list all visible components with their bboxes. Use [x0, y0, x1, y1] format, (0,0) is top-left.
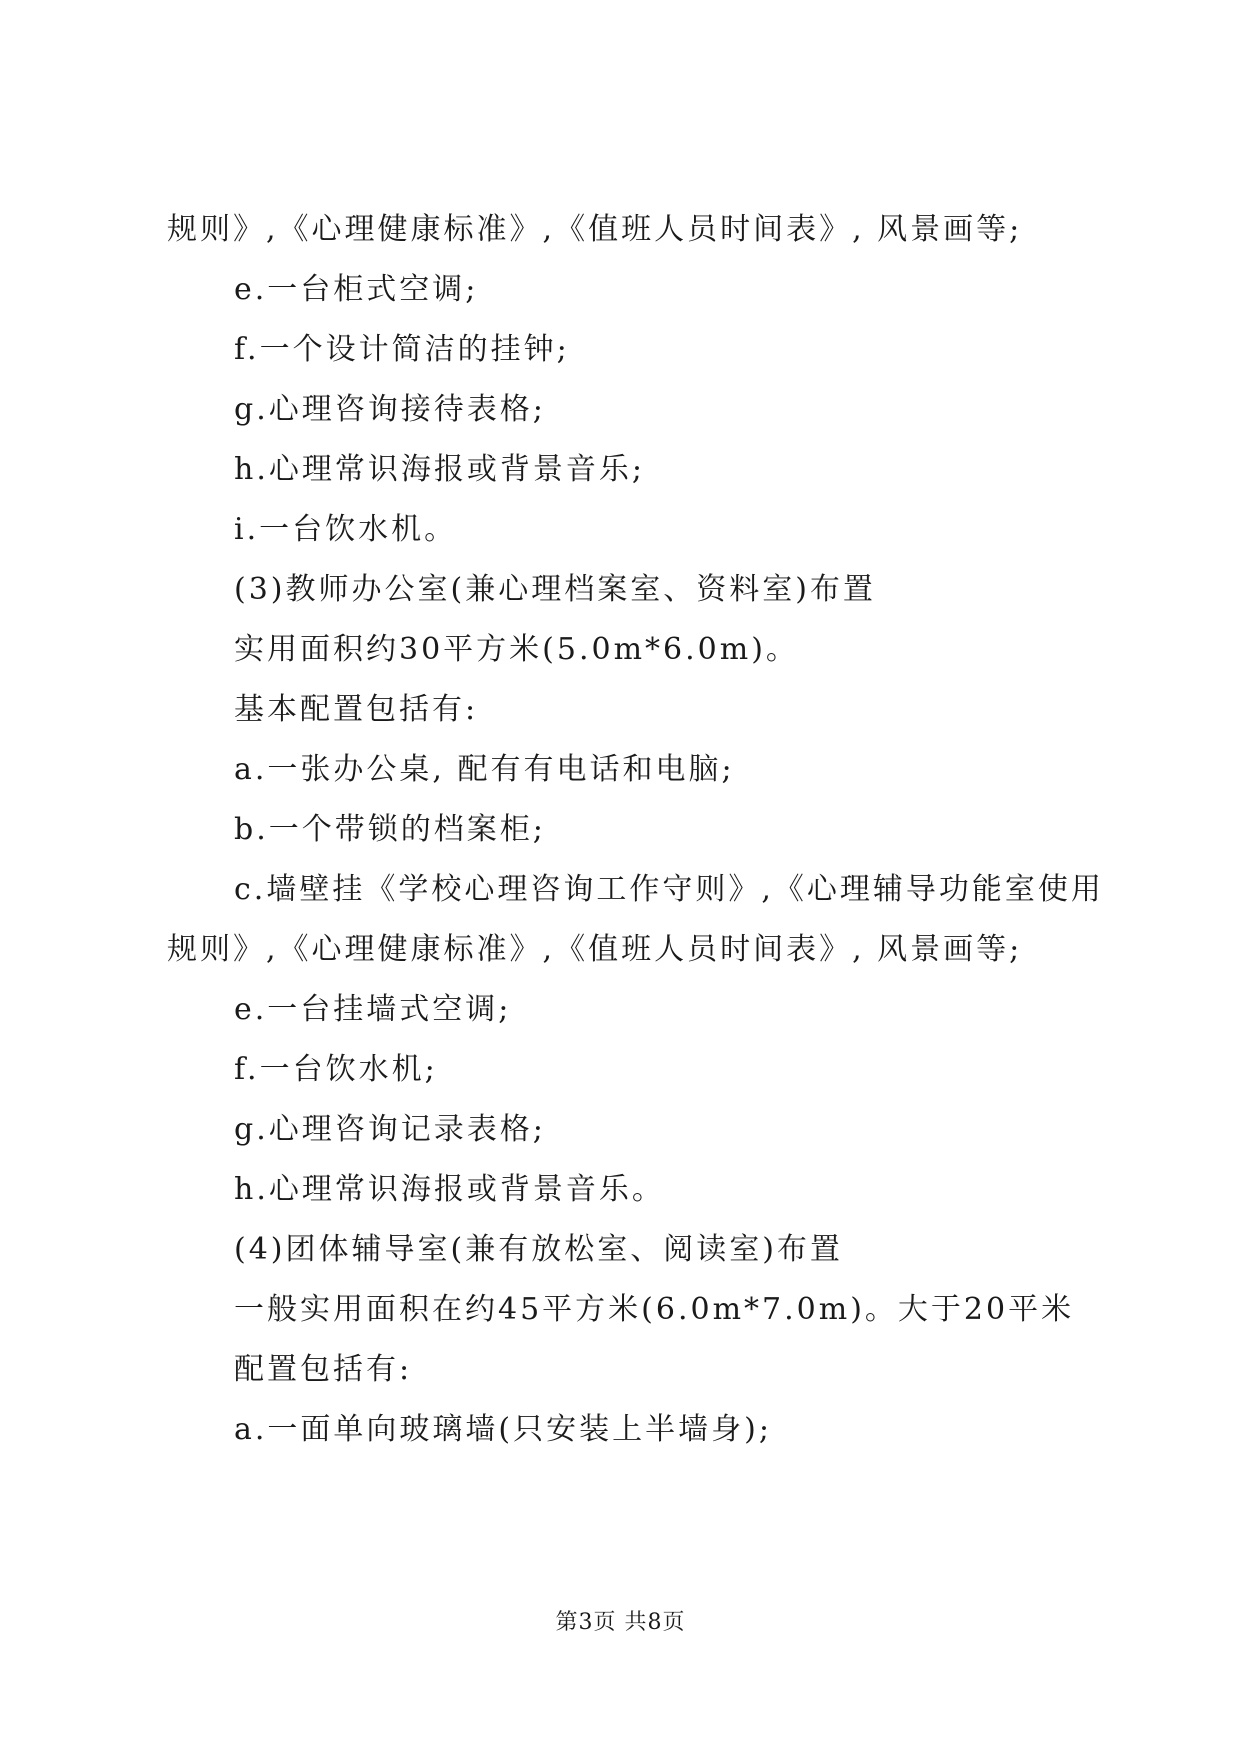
text-line: f.一台饮水机; [234, 1052, 438, 1087]
text-line: f.一个设计简洁的挂钟; [234, 332, 570, 367]
text-line: h.心理常识海报或背景音乐; [234, 452, 645, 487]
text-line: e.一台挂墙式空调; [234, 992, 512, 1027]
text-line: i.一台饮水机。 [234, 512, 458, 547]
text-line: e.一台柜式空调; [234, 272, 479, 307]
text-line: a.一面单向玻璃墙(只安装上半墙身); [234, 1412, 772, 1447]
text-line: c.墙壁挂《学校心理咨询工作守则》,《心理辅导功能室使用 [234, 872, 1104, 907]
text-line: 配置包括有: [234, 1352, 413, 1387]
text-line: g.心理咨询记录表格; [234, 1112, 546, 1147]
text-line: h.心理常识海报或背景音乐。 [234, 1172, 665, 1207]
text-line: 基本配置包括有: [234, 692, 479, 727]
text-line: 实用面积约30平方米(5.0m*6.0m)。 [234, 632, 799, 667]
page-number-footer: 第3页 共8页 [555, 1610, 686, 1635]
text-line: g.心理咨询接待表格; [234, 392, 546, 427]
text-line: 规则》,《心理健康标准》,《值班人员时间表》, 风景画等; [167, 932, 1023, 967]
text-line: b.一个带锁的档案柜; [234, 812, 546, 847]
section-heading: (4)团体辅导室(兼有放松室、阅读室)布置 [234, 1232, 843, 1267]
section-heading: (3)教师办公室(兼心理档案室、资料室)布置 [234, 572, 876, 607]
text-line: 一般实用面积在约45平方米(6.0m*7.0m)。大于20平米 [234, 1292, 1075, 1327]
text-line: a.一张办公桌, 配有有电话和电脑; [234, 752, 735, 787]
text-line: 规则》,《心理健康标准》,《值班人员时间表》, 风景画等; [167, 212, 1023, 247]
